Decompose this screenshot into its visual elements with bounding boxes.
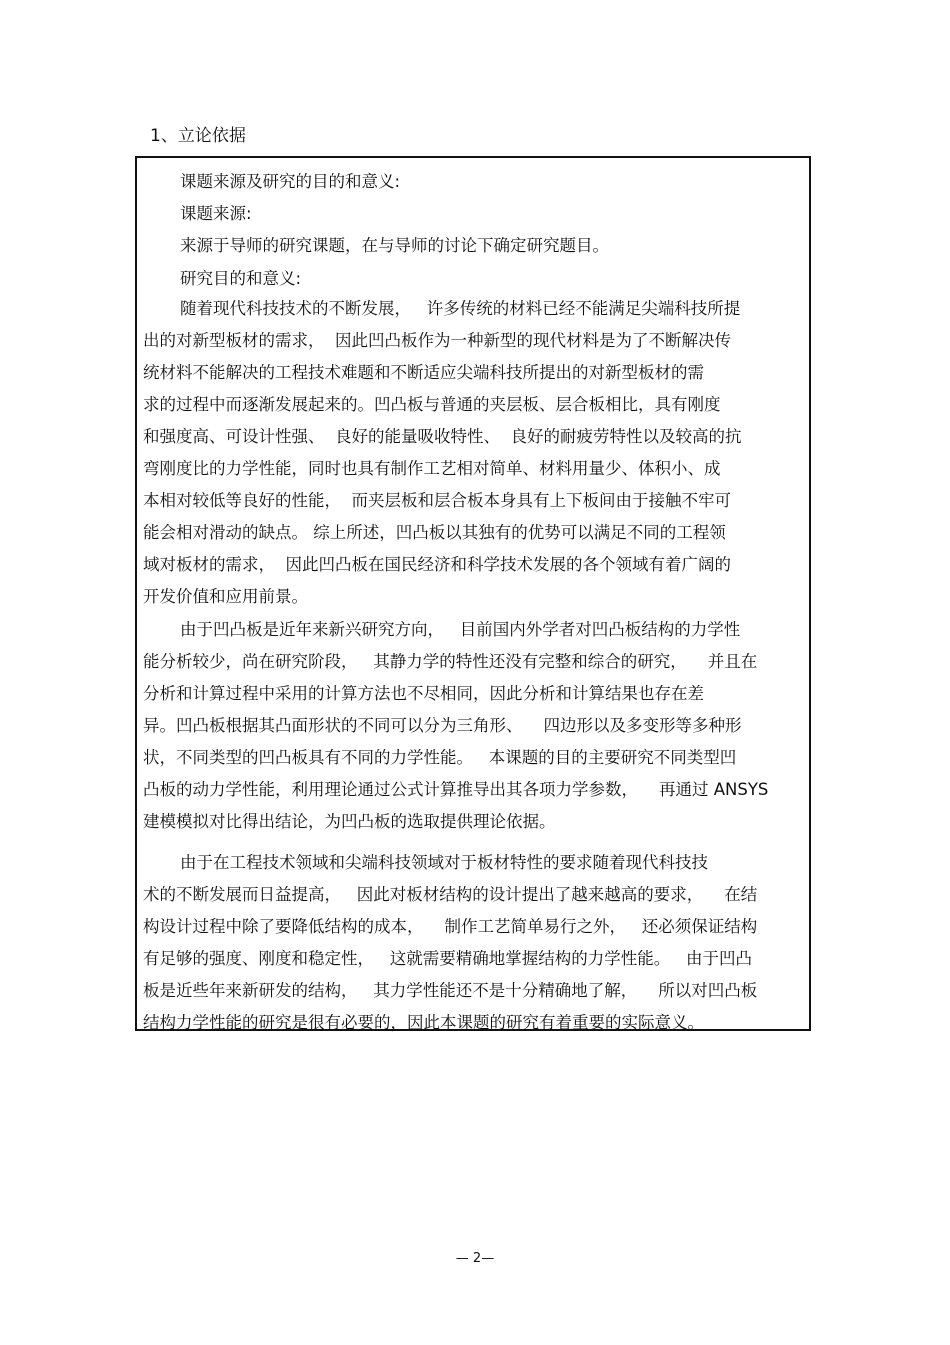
- text-line: 能分析较少，尚在研究阶段， 其静力学的特性还没有完整和综合的研究， 并且在: [143, 652, 758, 671]
- text-line: 由于凹凸板是近年来新兴研究方向， 目前国内外学者对凹凸板结构的力学性: [180, 620, 741, 639]
- text-line: 弯刚度比的力学性能，同时也具有制作工艺相对简单、材料用量少、体积小、成: [143, 459, 721, 478]
- text-line: 本相对较低等良好的性能， 而夹层板和层合板本身具有上下板间由于接触不牢可: [143, 491, 731, 510]
- page-number: — 2—: [455, 1251, 495, 1266]
- text-line: 课题来源:: [180, 204, 252, 223]
- text-line: 异。凹凸板根据其凸面形状的不同可以分为三角形、 四边形以及多变形等多种形: [143, 716, 742, 735]
- section-heading: 1、立论依据: [150, 126, 246, 146]
- text-line: 分析和计算过程中采用的计算方法也不尽相同，因此分析和计算结果也存在差: [143, 684, 704, 703]
- text-line: 随着现代科技技术的不断发展， 许多传统的材料已经不能满足尖端科技所提: [180, 299, 741, 318]
- text-line: 课题来源及研究的目的和意义:: [180, 172, 401, 191]
- text-line: 来源于导师的研究课题，在与导师的讨论下确定研究题目。: [180, 236, 609, 255]
- text-line: 结构力学性能的研究是很有必要的，因此本课题的研究有着重要的实际意义。: [143, 1013, 704, 1032]
- text-line: 开发价值和应用前景。: [143, 587, 308, 606]
- text-line: 由于在工程技术领域和尖端科技领域对于板材特性的要求随着现代科技技: [180, 853, 708, 872]
- text-line: 状，不同类型的凹凸板具有不同的力学性能。 本课题的目的主要研究不同类型凹: [143, 748, 737, 767]
- text-line: 术的不断发展而日益提高， 因此对板材结构的设计提出了越来越高的要求， 在结: [143, 885, 758, 904]
- text-line: 凸板的动力学性能，利用理论通过公式计算推导出其各项力学参数， 再通过 ANSYS: [143, 780, 769, 799]
- text-line: 统材料不能解决的工程技术难题和不断适应尖端科技所提出的对新型板材的需: [143, 363, 704, 382]
- text-line: 和强度高、可设计性强、 良好的能量吸收特性、 良好的耐疲劳特性以及较高的抗: [143, 427, 742, 446]
- text-line: 有足够的强度、刚度和稳定性， 这就需要精确地掌握结构的力学性能。 由于凹凸: [143, 949, 752, 968]
- text-line: 域对板材的需求， 因此凹凸板在国民经济和科学技术发展的各个领域有着广阔的: [143, 555, 731, 574]
- text-line: 能会相对滑动的缺点。 综上所述，凹凸板以其独有的优势可以满足不同的工程领: [143, 523, 726, 542]
- text-line: 板是近些年来新研发的结构， 其力学性能还不是十分精确地了解， 所以对凹凸板: [143, 981, 758, 1000]
- text-line: 建模模拟对比得出结论，为凹凸板的选取提供理论依据。: [143, 812, 556, 831]
- text-line: 研究目的和意义:: [180, 269, 302, 288]
- text-line: 出的对新型板材的需求， 因此凹凸板作为一种新型的现代材料是为了不断解决传: [143, 331, 731, 350]
- text-line: 构设计过程中除了要降低结构的成本， 制作工艺简单易行之外， 还必须保证结构: [143, 917, 758, 936]
- text-line: 求的过程中而逐渐发展起来的。凹凸板与普通的夹层板、层合板相比，具有刚度: [143, 395, 721, 414]
